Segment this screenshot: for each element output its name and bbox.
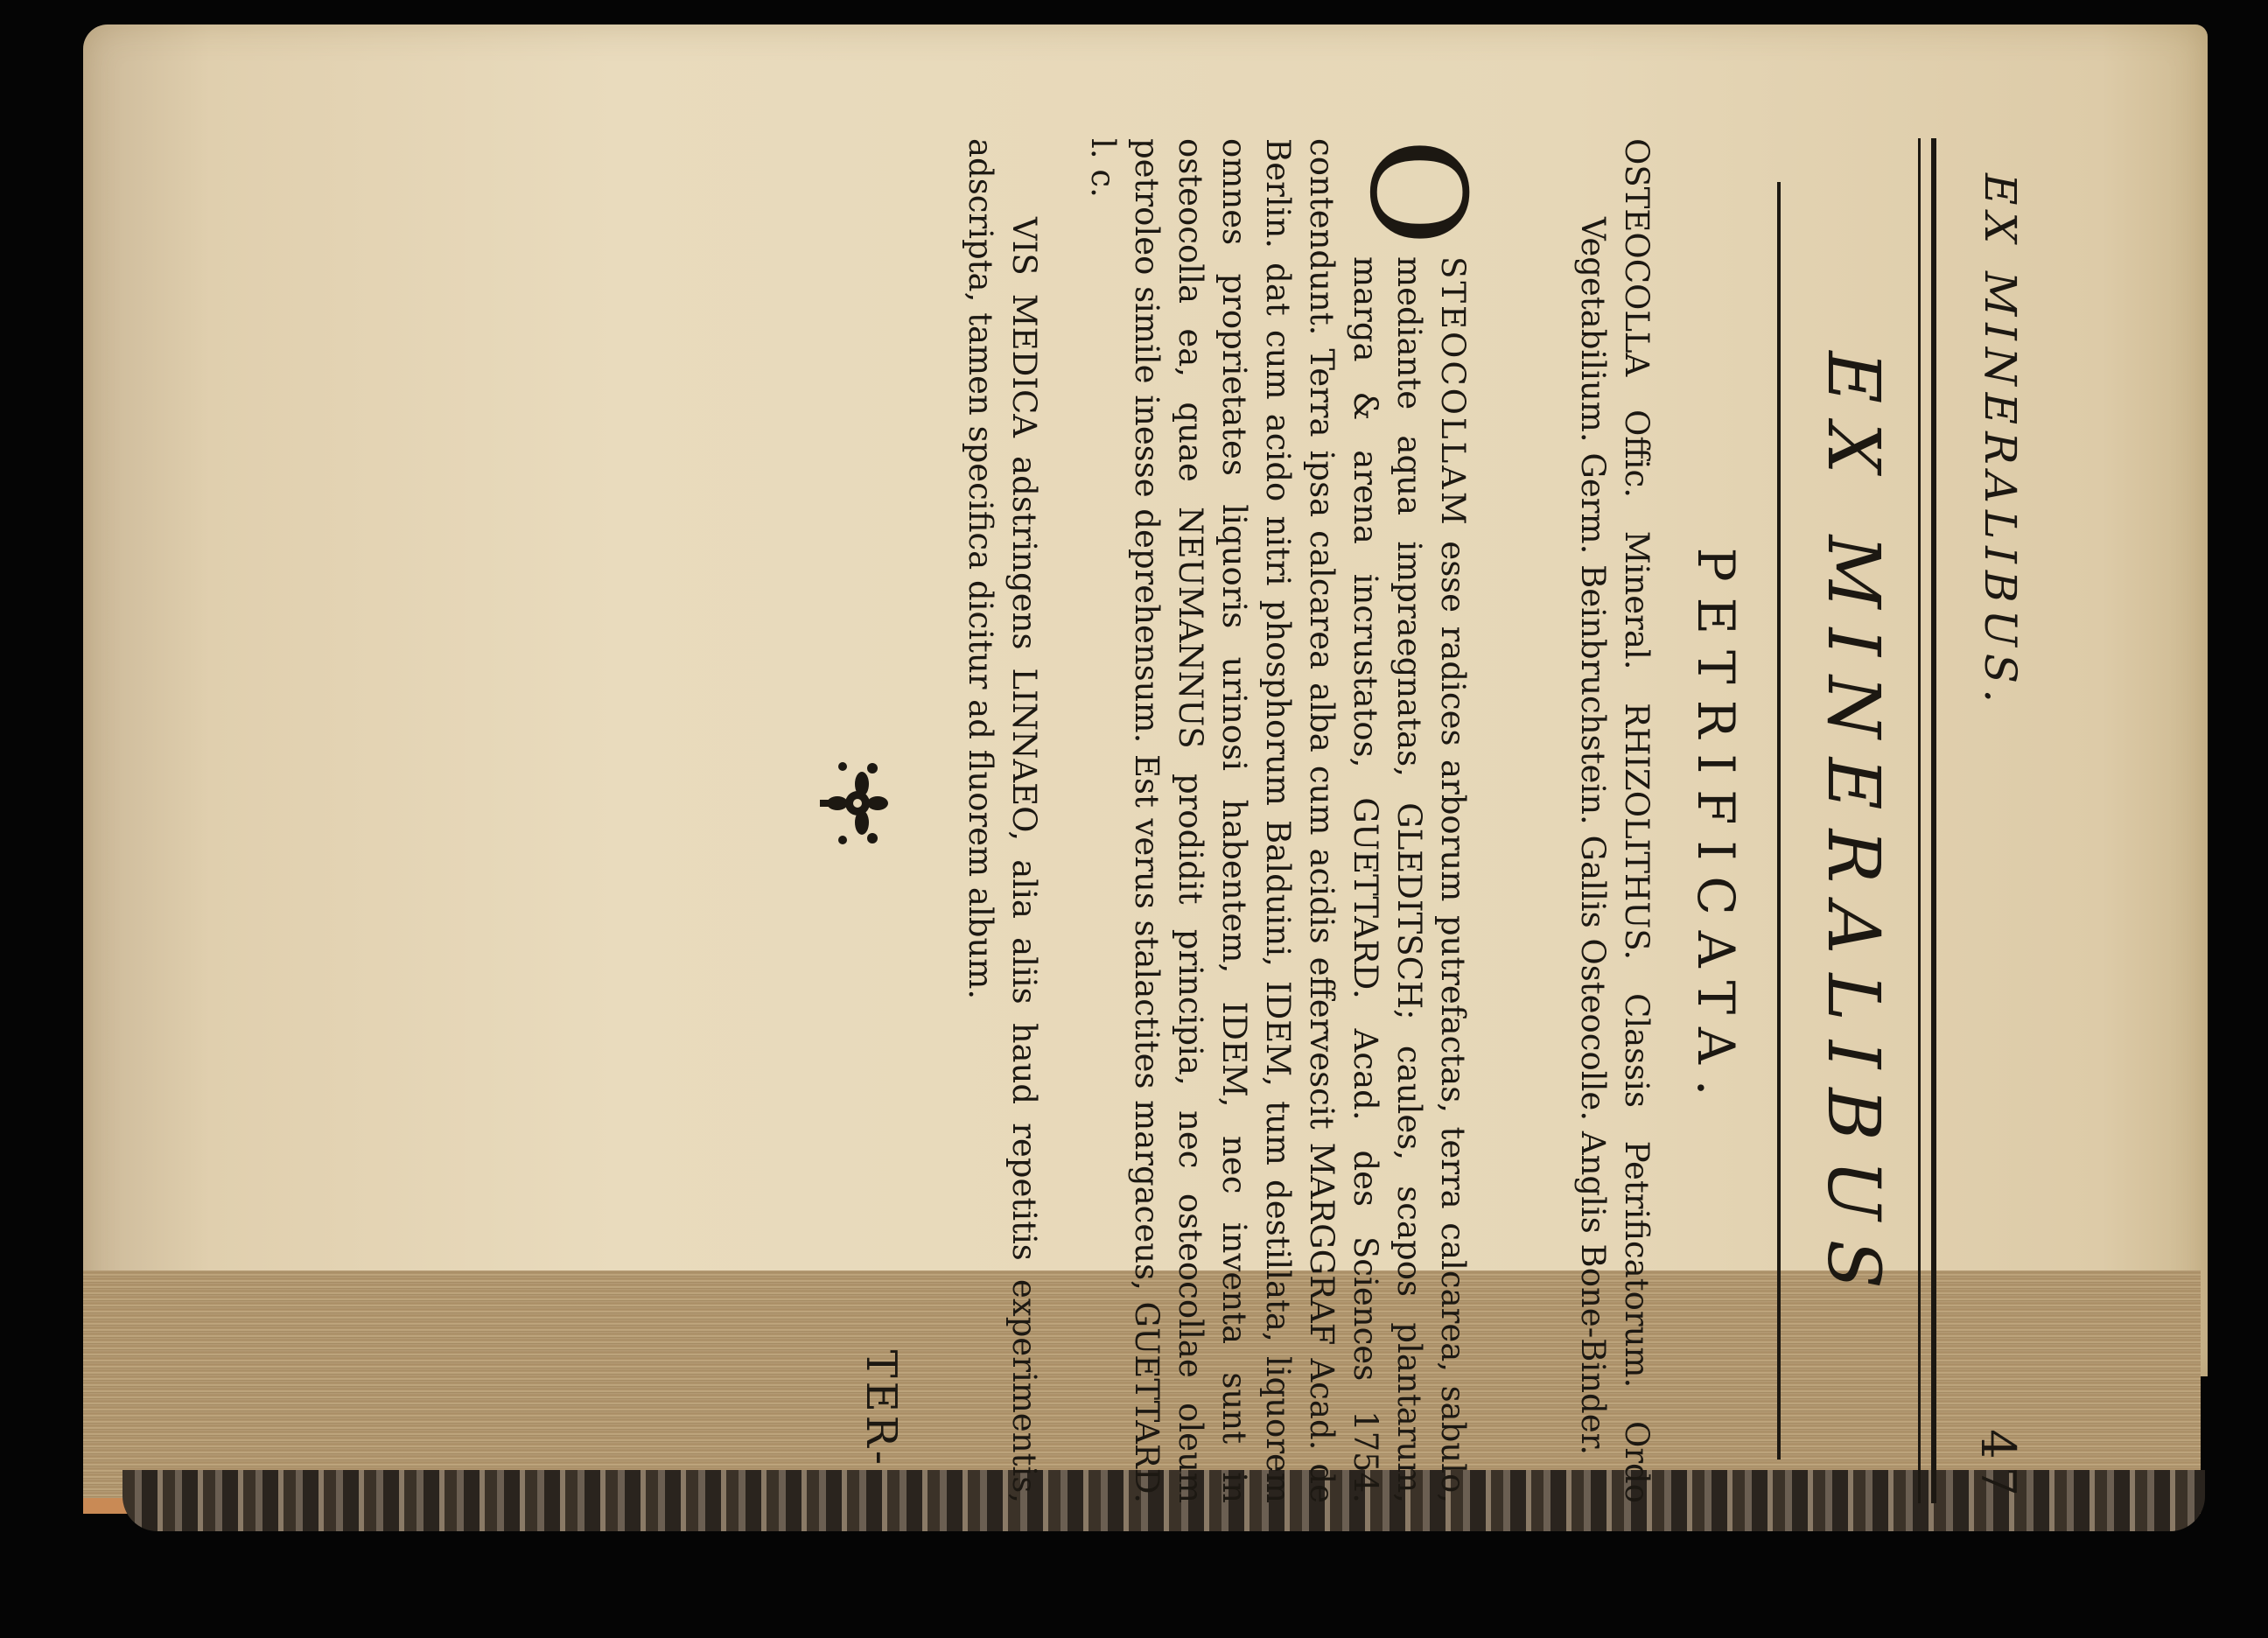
drop-cap: O [1340, 138, 1493, 246]
entry-text: Offic. Mineral. RHIZOLITHUS. Classis Petrificatorum. Ordo Vegetabilium. Germ. Beinbruchstein. Gallis Osteocolle. Anglis Bone-Binder. [1574, 217, 1656, 1504]
main-lead: STEOCOLLAM [1434, 256, 1472, 528]
vis-medica-paragraph [958, 138, 1046, 1503]
subheading: PETRIFICATA. [1686, 547, 1746, 1112]
main-text: esse radices arborum putrefactas, terra calcarea, sabulo, mediante aqua impraegnatas, GLEDITSCH; caules, scapos plantarum, marga & arena incrustatos, GUETTARD. Acad. des Sciences 1754. contendunt. Terra ipsa calcarea alba cum acidis effervescit MARGGRAF Acad. de Berlin. dat cum acido nitri phosphorum Balduini, IDEM, tum destillata, liquorem omnes proprietates liquoris urinosi habentem, IDEM, nec inventa sunt in osteocolla ea, quae NEUMANNUS prodidit principia, nec osteocollae oleum petroleo simile inesse deprehensum. Est verus stalactites margaceus, GUETTARD. l. c. [1084, 138, 1472, 1503]
entry-hanging-text [1571, 138, 1658, 1503]
running-title: EX MINERALIBUS. [1975, 173, 2026, 710]
flower-ornament-icon [818, 751, 897, 856]
page-number: 47 [1970, 1429, 2026, 1503]
double-rule [1918, 138, 1936, 1503]
section-heading: EX MINERALIBUS [1811, 351, 1894, 1308]
catchword: TER- [857, 1349, 906, 1468]
entry-lead: OSTEOCOLLA [1618, 138, 1656, 377]
entry-paragraph [1571, 138, 1658, 1503]
page-text-column [809, 138, 2034, 1503]
running-head [1956, 138, 2034, 1503]
main-paragraph [1081, 138, 1493, 1503]
vis-lead: VIS MEDICA [1005, 217, 1043, 438]
single-rule [1777, 182, 1781, 1460]
vis-text: adstringens LINNAEO, alia aliis haud repetitis experimentis, adscripta, tamen specifica dicitur ad fluorem album. [962, 138, 1043, 1503]
